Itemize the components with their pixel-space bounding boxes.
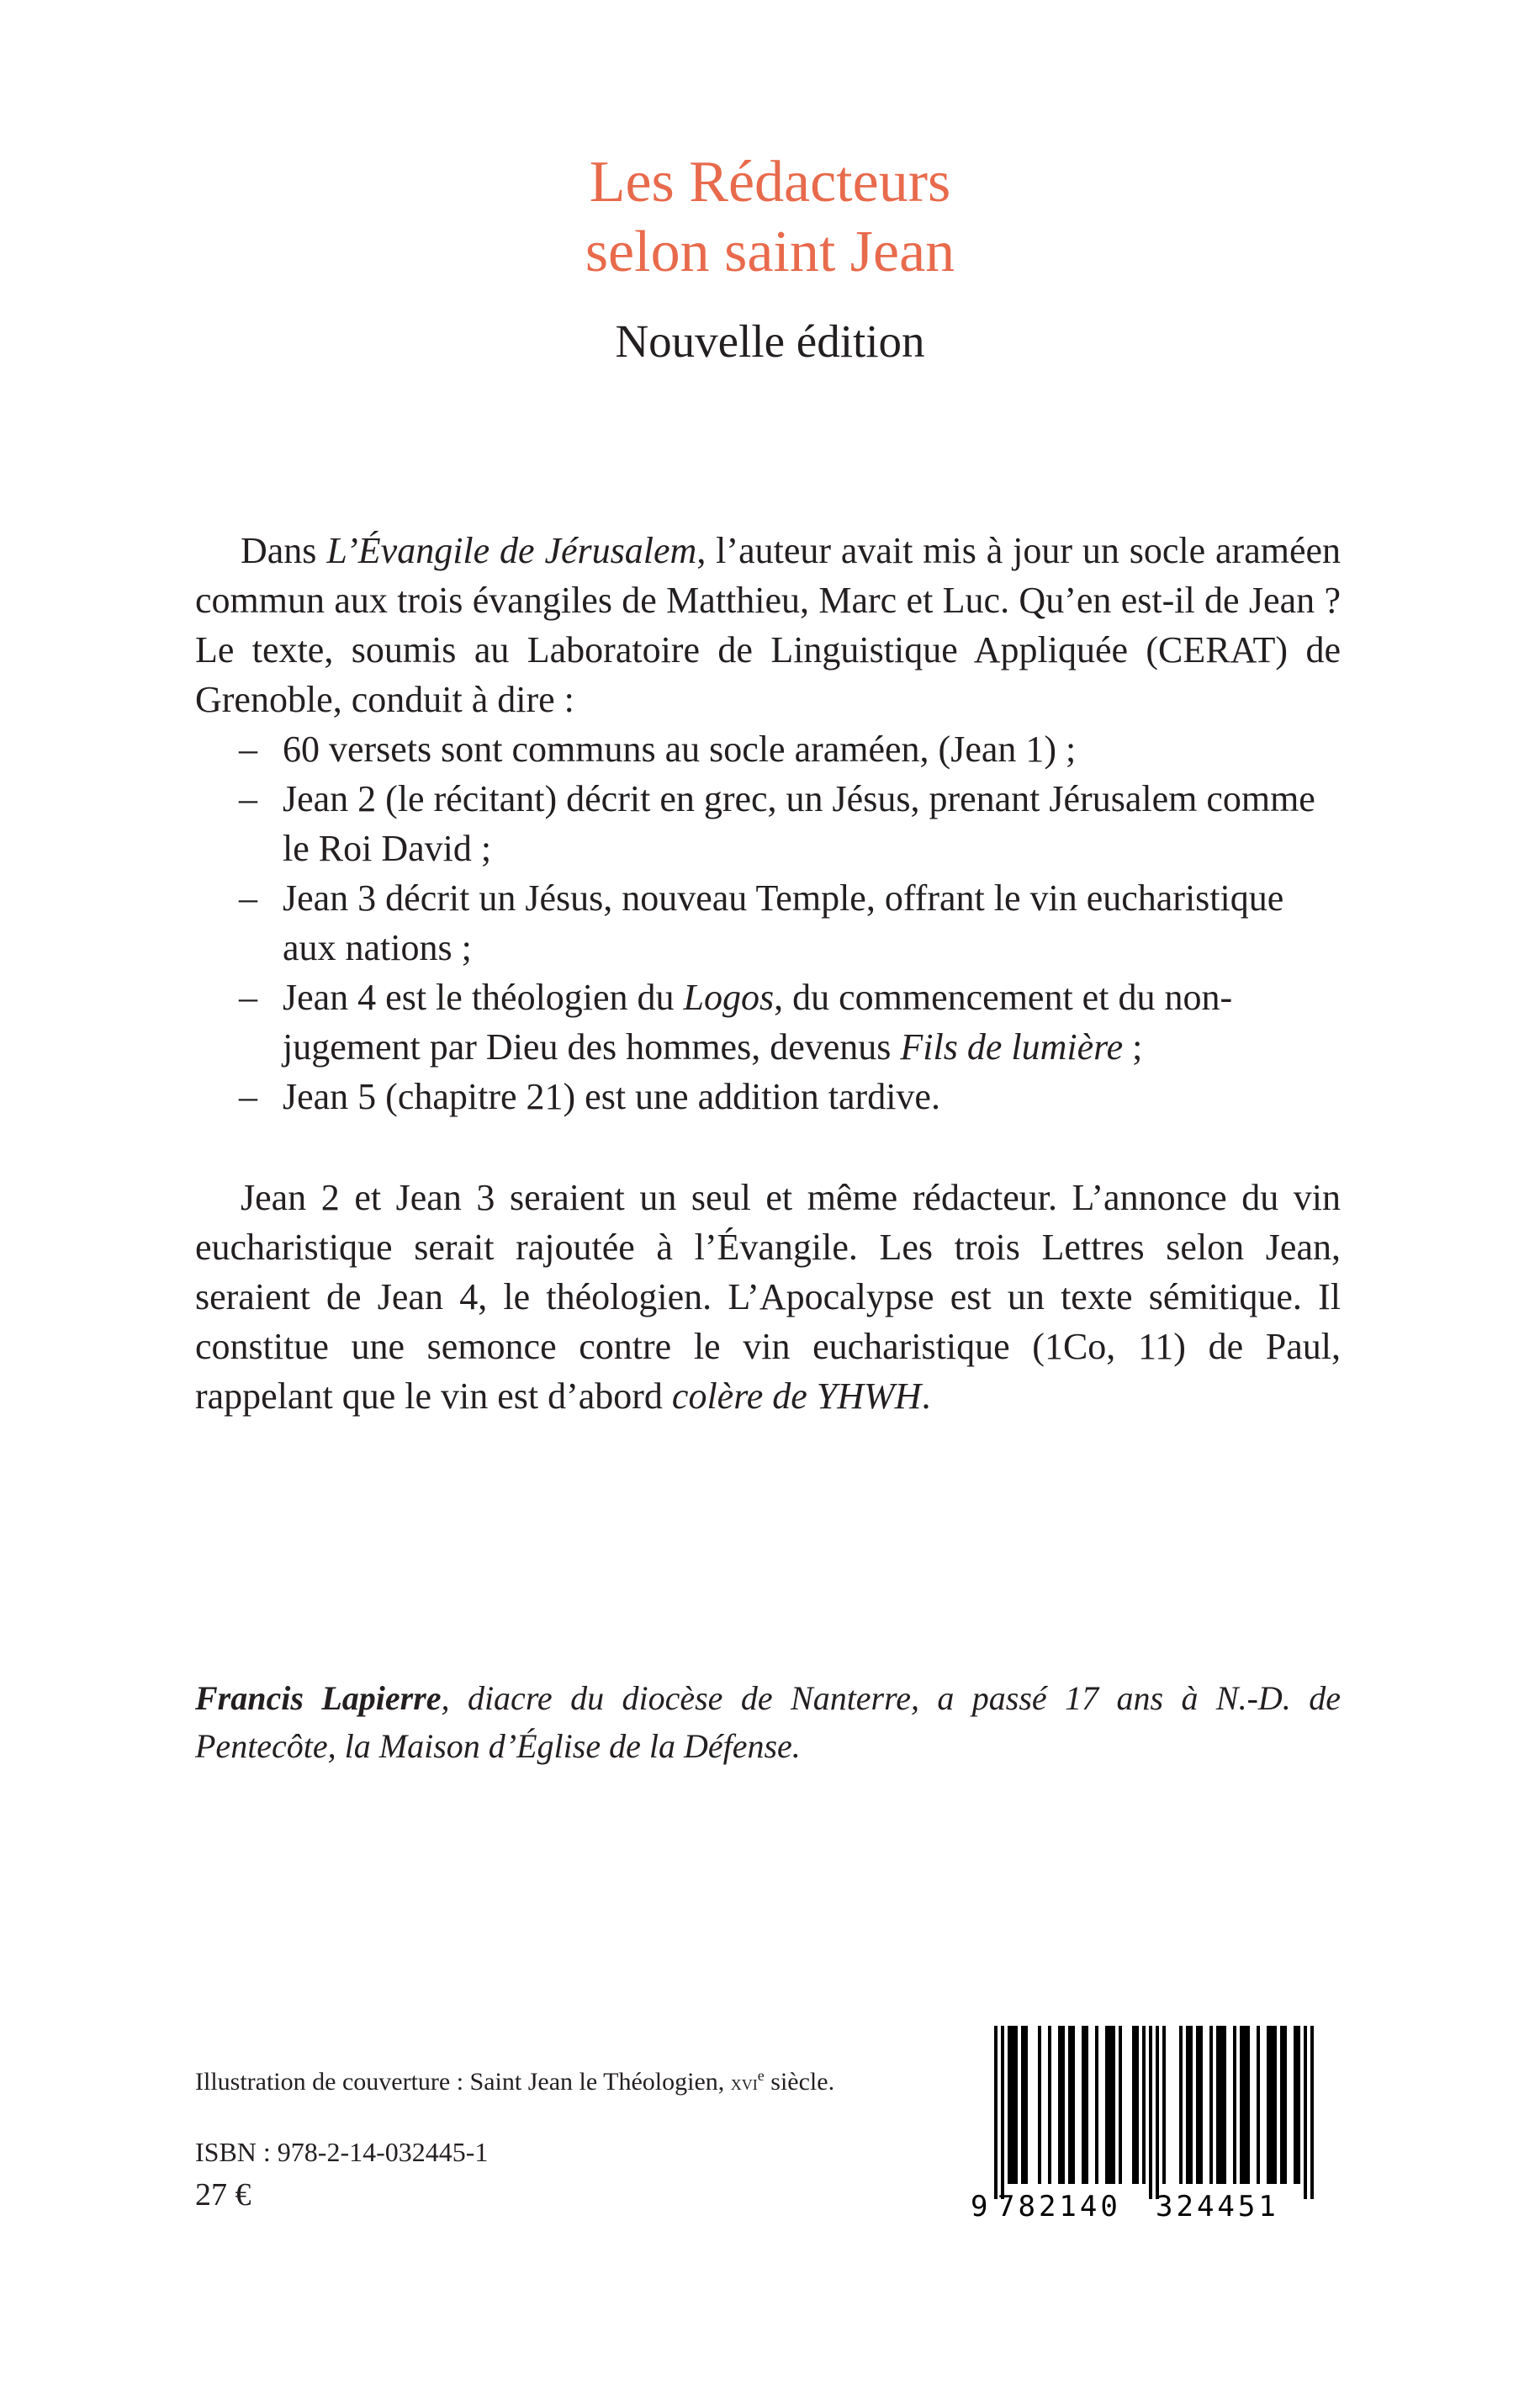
book-subtitle: Nouvelle édition	[615, 315, 925, 367]
barcode-bar	[1243, 2026, 1246, 2184]
barcode-bar	[1135, 2026, 1139, 2184]
barcode-bar	[1149, 2026, 1152, 2199]
barcode-bar	[1216, 2026, 1220, 2184]
barcode-bar	[1142, 2026, 1146, 2184]
barcode-bar	[1186, 2026, 1189, 2184]
barcode-bar	[1270, 2026, 1273, 2184]
barcode-bar	[1112, 2026, 1115, 2184]
barcode-left-digits: 782140	[998, 2190, 1121, 2219]
barcode-bar	[1038, 2026, 1041, 2184]
barcode-right-digits: 324451	[1156, 2190, 1279, 2219]
barcode-bar	[1132, 2026, 1135, 2184]
barcode-bar	[1246, 2026, 1250, 2184]
barcode-bar	[1085, 2026, 1088, 2184]
book-title-line-2: selon saint Jean	[585, 220, 955, 284]
barcode-bar	[1082, 2026, 1085, 2184]
barcode-bar	[1011, 2026, 1014, 2184]
list-item: – Jean 4 est le théologien du Logos, du commencement et du non-jugement par Dieu des hommes, devenus Fils de lumière ;	[239, 977, 1233, 1068]
barcode-bar	[1061, 2026, 1065, 2184]
barcode-bar	[1294, 2026, 1297, 2184]
list-item: – Jean 2 (le récitant) décrit en grec, un Jésus, prenant Jérusalem comme le Roi David ;	[239, 778, 1315, 869]
barcode-bar	[1267, 2026, 1270, 2184]
barcode-bar	[1304, 2026, 1307, 2199]
barcode-bar	[1283, 2026, 1287, 2184]
barcode-bar	[1189, 2026, 1193, 2184]
isbn-barcode	[966, 2026, 1322, 2219]
author-bio: Francis Lapierre, diacre du diocèse de Nanterre, a passé 17 ans à N.-D. de Pentecôte, la Maison d’Église de la Défense.	[195, 1679, 1341, 1765]
barcode-bar	[1105, 2026, 1109, 2184]
barcode-bar	[1068, 2026, 1072, 2184]
barcode-bar	[1014, 2026, 1018, 2184]
barcode-bar	[1048, 2026, 1051, 2184]
barcode-bar	[1179, 2026, 1183, 2184]
barcode-bar	[1196, 2026, 1199, 2184]
barcode-bar	[1095, 2026, 1098, 2184]
barcode-bar	[1220, 2026, 1223, 2184]
barcode-bar	[1297, 2026, 1300, 2184]
barcode-bar	[1240, 2026, 1243, 2184]
barcode-bar	[1310, 2026, 1314, 2199]
findings-list	[195, 724, 1341, 1121]
book-title-line-1: Les Rédacteurs	[589, 150, 951, 215]
book-reference: L’Évangile de Jérusalem	[326, 530, 697, 571]
barcode-bars	[994, 2026, 1314, 2199]
conclusion-paragraph: Jean 2 et Jean 3 seraient un seul et même rédacteur. L’annonce du vin eucharistique serait rajoutée à l’Évangile. Les trois Lettres selon Jean, seraient de Jean 4, le théologien. L’Apocalypse est un texte sémitique. Il constitue une semonce contre le vin eucharistique (1Co, 11) de Paul, rappelant que le vin est d’abord colère de YHWH.	[195, 1177, 1341, 1417]
barcode-bar	[1257, 2026, 1260, 2184]
list-item: – Jean 3 décrit un Jésus, nouveau Temple, offrant le vin eucharistique aux nations ;	[239, 877, 1284, 968]
barcode-bar	[1162, 2026, 1166, 2184]
barcode-bar	[1072, 2026, 1075, 2184]
barcode-bar	[1058, 2026, 1061, 2184]
barcode-bar	[1001, 2026, 1004, 2199]
barcode-bar	[1008, 2026, 1011, 2184]
barcode-bar	[1209, 2026, 1213, 2184]
barcode-bar	[1199, 2026, 1203, 2184]
cover-credit: Illustration de couverture : Saint Jean le Théologien, xvi$^e$ siècle.	[195, 2067, 835, 2096]
author-name: Francis Lapierre	[195, 1679, 442, 1717]
barcode-bar	[994, 2026, 998, 2199]
barcode-lead-digit: 9	[971, 2190, 988, 2219]
barcode-bar	[1280, 2026, 1283, 2184]
summary-intro: Dans L’Évangile de Jérusalem, l’auteur avait mis à jour un socle araméen commun aux trois évangiles de Matthieu, Marc et Luc. Qu’en est-il de Jean ? Le texte, soumis au Laboratoire de Linguistique Appliquée (CERAT) de Grenoble, conduit à dire :	[195, 530, 1342, 720]
barcode-bar	[1021, 2026, 1024, 2184]
barcode-bar	[1156, 2026, 1159, 2199]
barcode-bar	[1223, 2026, 1226, 2184]
barcode-bar	[1273, 2026, 1277, 2184]
barcode-bar	[1109, 2026, 1112, 2184]
isbn: ISBN : 978-2-14-032445-1	[195, 2137, 489, 2167]
summary-paragraph	[195, 526, 1341, 1121]
price: 27 €	[195, 2177, 251, 2213]
list-item: – 60 versets sont communs au socle araméen, (Jean 1) ;	[239, 729, 1077, 770]
barcode-bar	[1233, 2026, 1236, 2184]
barcode-bar	[1024, 2026, 1028, 2184]
list-item: – Jean 5 (chapitre 21) est une addition tardive.	[239, 1076, 940, 1117]
barcode-bar	[1119, 2026, 1122, 2184]
